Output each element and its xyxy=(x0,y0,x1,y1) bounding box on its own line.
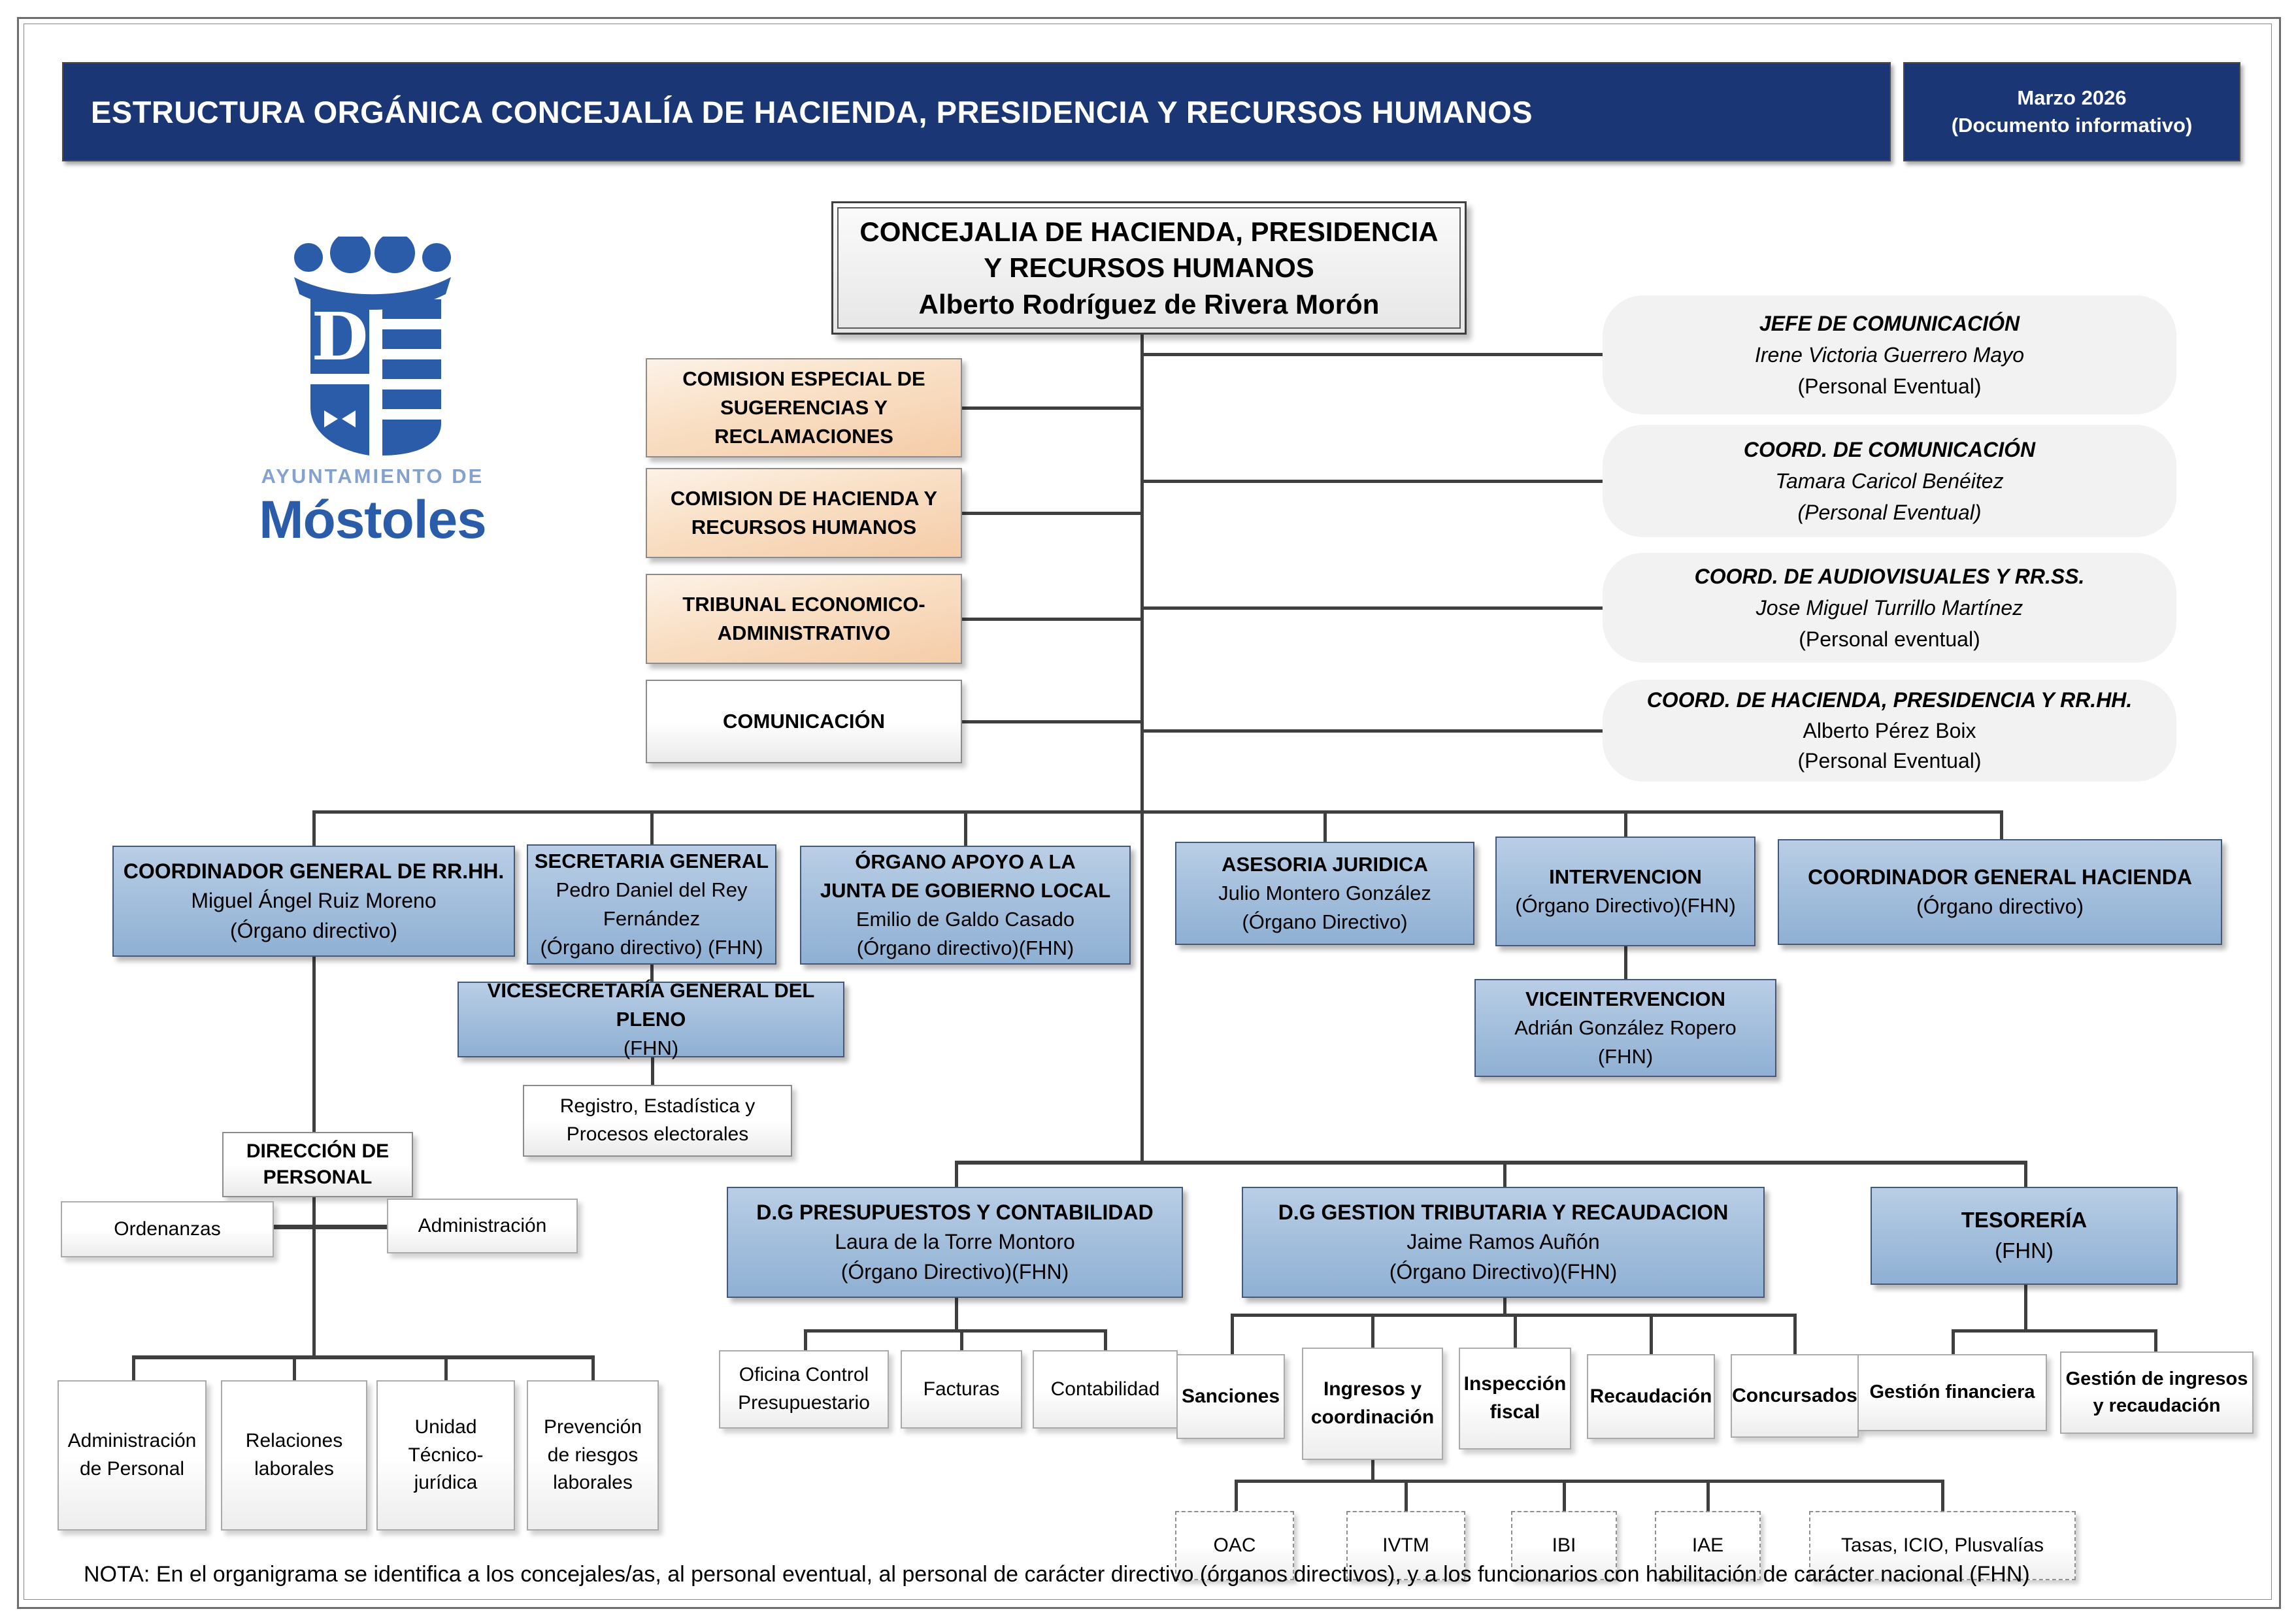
node-dg-gestion-tributaria: D.G GESTION TRIBUTARIA Y RECAUDACION Jaime Ramos Auñón (Órgano Directivo)(FHN) xyxy=(1242,1187,1765,1298)
connector xyxy=(804,1329,1107,1333)
connector xyxy=(955,1161,2027,1165)
node-contabilidad: Contabilidad xyxy=(1033,1350,1178,1429)
node-gestion-ingresos: Gestión de ingresos y recaudación xyxy=(2060,1351,2254,1434)
node-tasas-icio-plusvalias: Tasas, ICIO, Plusvalías xyxy=(1809,1511,2076,1580)
page-title: ESTRUCTURA ORGÁNICA CONCEJALÍA DE HACIENDA, PRESIDENCIA Y RECURSOS HUMANOS xyxy=(91,94,1533,129)
connector xyxy=(312,810,316,847)
node-oac: OAC xyxy=(1175,1511,1294,1580)
node-vicesecretaria: VICESECRETARÍA GENERAL DEL PLENO (FHN) xyxy=(458,982,844,1057)
connector xyxy=(955,1161,958,1188)
node-sanciones: Sanciones xyxy=(1176,1354,1285,1439)
node-tesoreria: TESORERÍA (FHN) xyxy=(1871,1187,2178,1285)
node-administracion-personal: Administración de Personal xyxy=(58,1380,207,1531)
connector xyxy=(312,810,2003,814)
connector xyxy=(1941,1480,1944,1511)
connector xyxy=(962,618,1142,621)
connector xyxy=(312,957,316,1132)
node-coordinador-rrhh: COORDINADOR GENERAL DE RR.HH. Miguel Ángel Ruiz Moreno (Órgano directivo) xyxy=(112,846,515,957)
connector xyxy=(1503,1161,1506,1188)
connector xyxy=(2000,810,2003,840)
connector xyxy=(1624,946,1627,979)
node-ibi: IBI xyxy=(1511,1511,1617,1580)
node-secretaria-general: SECRETARIA GENERAL Pedro Daniel del Rey Fernández (Órgano directivo) (FHN) xyxy=(527,844,776,965)
connector xyxy=(1323,810,1327,843)
node-coord-comunicacion: COORD. DE COMUNICACIÓN Tamara Caricol Benéitez (Personal Eventual) xyxy=(1603,425,2176,537)
node-prevencion-riesgos: Prevención de riesgos laborales xyxy=(527,1380,659,1531)
node-ivtm: IVTM xyxy=(1346,1511,1465,1580)
node-dg-presupuestos: D.G PRESUPUESTOS Y CONTABILIDAD Laura de la Torre Montoro (Órgano Directivo)(FHN) xyxy=(727,1187,1183,1298)
connector xyxy=(955,1298,958,1332)
connector xyxy=(132,1355,595,1359)
header-subtitle: (Documento informativo) xyxy=(1951,114,2193,137)
connector xyxy=(1235,1480,1238,1511)
node-facturas: Facturas xyxy=(901,1350,1022,1429)
connector xyxy=(1952,1329,2157,1333)
node-inspeccion-fiscal: Inspección fiscal xyxy=(1459,1348,1571,1450)
connector xyxy=(650,810,654,846)
connector xyxy=(804,1329,807,1351)
node-administracion: Administración xyxy=(387,1199,578,1253)
connector xyxy=(293,1355,296,1382)
connector xyxy=(274,1225,388,1229)
connector xyxy=(1650,1314,1653,1355)
connector xyxy=(1706,1480,1710,1511)
node-concursados: Concursados xyxy=(1731,1354,1859,1438)
node-oficina-control: Oficina Control Presupuestario xyxy=(719,1350,889,1429)
connector xyxy=(312,1193,316,1358)
connector xyxy=(1793,1314,1797,1355)
connector xyxy=(591,1355,595,1382)
node-comision-hacienda: COMISION DE HACIENDA Y RECURSOS HUMANOS xyxy=(646,468,962,558)
connector xyxy=(2024,1161,2027,1188)
node-organo-apoyo: ÓRGANO APOYO A LA JUNTA DE GOBIERNO LOCAL Emilio de Galdo Casado (Órgano directivo)(FHN) xyxy=(800,846,1131,965)
header-date-bar xyxy=(1903,62,2240,161)
node-intervencion: INTERVENCION (Órgano Directivo)(FHN) xyxy=(1495,837,1755,946)
connector xyxy=(1104,1329,1107,1351)
connector xyxy=(1140,810,1144,1164)
node-coord-audiovisuales: COORD. DE AUDIOVISUALES Y RR.SS. Jose Miguel Turrillo Martínez (Personal eventual) xyxy=(1603,553,2176,663)
connector xyxy=(964,810,967,847)
connector xyxy=(2024,1285,2027,1331)
connector xyxy=(1563,1480,1566,1511)
mostoles-logo xyxy=(216,237,529,551)
logo-caption-bottom: Móstoles xyxy=(259,490,486,550)
node-comision-sugerencias: COMISION ESPECIAL DE SUGERENCIAS Y RECLAMACIONES xyxy=(646,358,962,457)
header-title-bar xyxy=(62,62,1891,161)
connector xyxy=(1142,353,1604,356)
connector xyxy=(960,1329,963,1351)
node-coord-hacienda-rrhh: COORD. DE HACIENDA, PRESIDENCIA Y RR.HH. Alberto Pérez Boix (Personal Eventual) xyxy=(1603,680,2176,782)
header-date: Marzo 2026 xyxy=(2017,86,2127,110)
connector xyxy=(962,406,1142,410)
node-gestion-financiera: Gestión financiera xyxy=(1857,1354,2047,1431)
connector xyxy=(1142,480,1623,483)
node-recaudacion: Recaudación xyxy=(1587,1354,1715,1439)
connector xyxy=(1231,1314,1234,1355)
connector xyxy=(1371,1314,1374,1349)
node-unidad-tecnico-juridica: Unidad Técnico- jurídica xyxy=(376,1380,515,1531)
node-registro-estadistica: Registro, Estadística y Procesos electorales xyxy=(523,1085,792,1157)
connector xyxy=(1952,1329,1955,1355)
node-tribunal-economico: TRIBUNAL ECONOMICO- ADMINISTRATIVO xyxy=(646,574,962,664)
node-direccion-personal: DIRECCIÓN DE PERSONAL xyxy=(222,1132,413,1197)
footnote: NOTA: En el organigrama se identifica a los concejales/as, al personal eventual, al personal de carácter directivo (órganos directivos), y a los funcionarios con habilitación de carácter nacional (FHN) xyxy=(84,1562,2030,1587)
node-ordenanzas: Ordenanzas xyxy=(61,1201,274,1257)
logo-caption-top: AYUNTAMIENTO DE xyxy=(261,465,484,488)
connector xyxy=(1235,1480,1944,1483)
connector xyxy=(962,720,1142,723)
connector xyxy=(444,1355,448,1382)
connector xyxy=(1624,810,1627,838)
node-relaciones-laborales: Relaciones laborales xyxy=(221,1380,367,1531)
connector xyxy=(1142,729,1623,733)
node-iae: IAE xyxy=(1655,1511,1761,1580)
connector xyxy=(1142,606,1623,610)
connector xyxy=(132,1355,135,1382)
node-asesoria-juridica: ASESORIA JURIDICA Julio Montero González (Órgano Directivo) xyxy=(1175,842,1474,945)
node-ingresos-coordinacion: Ingresos y coordinación xyxy=(1302,1348,1443,1460)
node-concejalia: CONCEJALIA DE HACIENDA, PRESIDENCIA Y RECURSOS HUMANOS Alberto Rodríguez de Rivera Morón xyxy=(831,201,1467,335)
mostoles-crest-icon xyxy=(275,237,471,456)
node-comunicacion: COMUNICACIÓN xyxy=(646,680,962,763)
svg-text:D: D xyxy=(311,298,369,375)
node-jefe-comunicacion: JEFE DE COMUNICACIÓN Irene Victoria Guerrero Mayo (Personal Eventual) xyxy=(1603,295,2176,414)
connector xyxy=(1514,1314,1517,1349)
connector xyxy=(1371,1460,1374,1481)
connector xyxy=(962,512,1142,515)
node-viceintervencion: VICEINTERVENCION Adrián González Ropero (FHN) xyxy=(1474,979,1776,1077)
node-coordinador-hacienda: COORDINADOR GENERAL HACIENDA (Órgano directivo) xyxy=(1778,839,2222,945)
connector xyxy=(1405,1480,1408,1511)
